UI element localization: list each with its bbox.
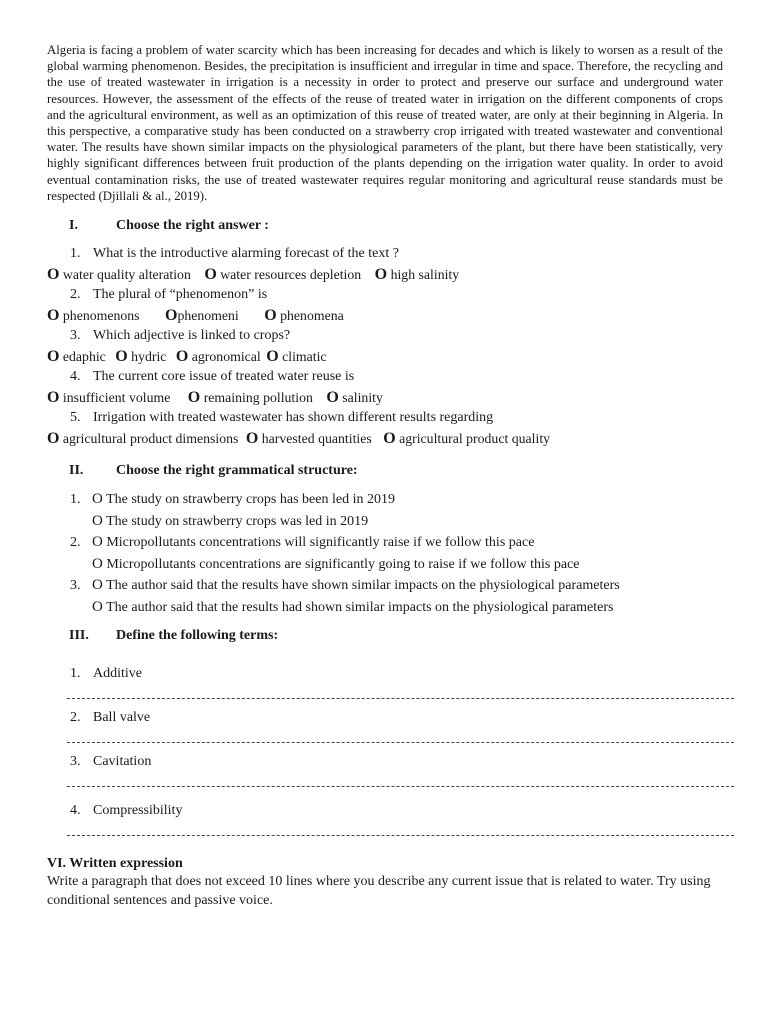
question-number: 4. xyxy=(70,369,81,385)
answer-line-2[interactable] xyxy=(67,728,734,743)
option[interactable] xyxy=(115,346,166,367)
option-label: The study on strawberry crops was led in 2019 xyxy=(106,513,369,529)
section-4-title: VI. Written expression xyxy=(47,856,183,872)
option[interactable] xyxy=(47,305,140,326)
option[interactable] xyxy=(47,346,106,367)
term-label: Compressibility xyxy=(93,803,183,819)
item-number: 1. xyxy=(70,492,81,508)
question-text: The current core issue of treated water reuse is xyxy=(93,369,355,385)
question-5 xyxy=(47,408,723,428)
option-label: phenomenons xyxy=(62,308,140,324)
option-label: climatic xyxy=(282,349,327,365)
question-number: 3. xyxy=(70,328,81,344)
grammar-item-3-a xyxy=(47,575,723,597)
radio-circle-icon[interactable]: O xyxy=(264,307,277,325)
answer-line-4[interactable] xyxy=(67,821,734,836)
radio-circle-icon[interactable]: O xyxy=(47,266,60,284)
question-3 xyxy=(47,326,723,346)
radio-circle-icon[interactable]: O xyxy=(187,389,201,407)
option-label: insufficient volume xyxy=(62,390,171,406)
option-label: phenomena xyxy=(280,308,344,324)
question-text: The plural of “phenomenon” is xyxy=(93,287,268,303)
section-2-title: Choose the right grammatical structure: xyxy=(116,463,358,479)
radio-circle-icon[interactable]: O xyxy=(92,577,103,594)
option-label: phenomeni xyxy=(177,308,239,324)
radio-circle-icon[interactable]: O xyxy=(92,512,103,529)
term-3 xyxy=(47,752,723,772)
question-2 xyxy=(47,285,723,305)
radio-circle-icon[interactable]: O xyxy=(115,348,128,366)
term-number: 2. xyxy=(70,710,81,726)
radio-circle-icon[interactable]: O xyxy=(383,430,396,448)
answer-line-3[interactable] xyxy=(67,772,734,787)
option-label: Micropollutants concentrations are significantly going to raise if we follow this pace xyxy=(106,556,580,572)
radio-circle-icon[interactable]: O xyxy=(47,389,60,407)
radio-circle-icon[interactable]: O xyxy=(374,266,388,284)
term-label: Ball valve xyxy=(93,710,151,726)
option-label: harvested quantities xyxy=(261,431,372,447)
question-1 xyxy=(47,244,723,264)
term-number: 4. xyxy=(70,803,81,819)
term-label: Additive xyxy=(93,666,142,682)
radio-circle-icon[interactable]: O xyxy=(245,430,259,448)
option[interactable] xyxy=(264,305,344,326)
term-1 xyxy=(47,664,723,684)
radio-circle-icon[interactable]: O xyxy=(92,598,103,615)
option-label: Micropollutants concentrations will significantly raise if we follow this pace xyxy=(106,535,535,551)
worksheet-page xyxy=(47,42,723,910)
question-5-options xyxy=(47,428,723,449)
grammar-item-2-b xyxy=(47,554,723,576)
option-label: water resources depletion xyxy=(220,267,362,283)
section-2-number: II. xyxy=(69,463,84,479)
option-label: remaining pollution xyxy=(203,390,313,406)
question-text: What is the introductive alarming forecast of the text ? xyxy=(93,246,399,262)
option-label: hydric xyxy=(131,349,167,365)
term-number: 3. xyxy=(70,754,81,770)
section-2-heading xyxy=(47,463,723,483)
option-label: The study on strawberry crops has been led in 2019 xyxy=(106,492,395,508)
option-label: agricultural product quality xyxy=(399,431,551,447)
grammar-item-3-b xyxy=(47,597,723,619)
option[interactable] xyxy=(176,346,261,367)
option-label: agronomical xyxy=(191,349,261,365)
question-1-options xyxy=(47,264,723,285)
term-4 xyxy=(47,801,723,821)
item-number: 2. xyxy=(70,535,81,551)
question-number: 1. xyxy=(70,246,81,262)
radio-circle-icon[interactable]: O xyxy=(92,534,103,551)
option[interactable] xyxy=(188,387,313,408)
section-1-title: Choose the right answer : xyxy=(116,218,269,234)
grammar-item-1-b xyxy=(47,511,723,533)
radio-circle-icon[interactable]: O xyxy=(92,555,103,572)
radio-circle-icon[interactable]: O xyxy=(165,307,178,325)
term-label: Cavitation xyxy=(93,754,152,770)
question-text: Irrigation with treated wastewater has shown different results regarding xyxy=(93,410,494,426)
written-expression-instructions: Write a paragraph that does not exceed 10 lines where you describe any current issue that is related to water. Try using conditional sentences and passive voice. xyxy=(47,874,711,909)
radio-circle-icon[interactable]: O xyxy=(47,348,60,366)
option-label: water quality alteration xyxy=(62,267,191,283)
radio-circle-icon[interactable]: O xyxy=(204,266,217,284)
question-4 xyxy=(47,367,723,387)
term-2 xyxy=(47,708,723,728)
radio-circle-icon[interactable]: O xyxy=(47,430,60,448)
radio-circle-icon[interactable]: O xyxy=(92,491,103,508)
question-3-options xyxy=(47,346,723,367)
question-number: 5. xyxy=(70,410,81,426)
grammar-item-1-a xyxy=(47,489,723,511)
section-1-number: I. xyxy=(69,218,78,234)
question-number: 2. xyxy=(70,287,81,303)
section-3-heading xyxy=(47,628,723,648)
question-text: Which adjective is linked to crops? xyxy=(93,328,291,344)
option-label: salinity xyxy=(342,390,383,406)
intro-paragraph: Algeria is facing a problem of water scarcity which has been increasing for decades and which is likely to worsen as a result of the global warming phenomenon. Besides, the precipitation is insufficient and irregular in time and space. Therefore, the recycling and the use of treated wastewater in irrigation is a necessity in order to protect and preserve our surface and underground water resources. However, the assessment of the effects of the reuse of treated water in irrigation on the different components of crops and the agricultural environment, as well as an optimization of this reuse of treated water, are only at their beginning in Algeria. In this perspective, a comparative study has been conducted on a strawberry crop irrigated with treated wastewater and conventional water. The results have shown similar impacts on the physiological parameters of the plant, but there have been statistically, very highly significant differences between fruit production of the plants depending on the irrigation water quality. In order to avoid eventual contamination risks, the use of treated wastewater requires regular monitoring and agricultural reuse standards must be respected (Djillali & al., 2019). xyxy=(47,43,723,203)
option[interactable] xyxy=(47,264,191,285)
radio-circle-icon[interactable]: O xyxy=(175,348,189,366)
option-label: edaphic xyxy=(62,349,106,365)
option[interactable] xyxy=(326,387,383,408)
option[interactable] xyxy=(375,264,460,285)
item-number: 3. xyxy=(70,578,81,594)
term-number: 1. xyxy=(70,666,81,682)
option[interactable] xyxy=(47,428,238,449)
option[interactable] xyxy=(47,387,170,408)
grammar-item-2-a xyxy=(47,532,723,554)
option-label: high salinity xyxy=(390,267,460,283)
question-2-options xyxy=(47,305,723,326)
option[interactable] xyxy=(246,428,372,449)
option[interactable] xyxy=(383,428,550,449)
radio-circle-icon[interactable]: O xyxy=(326,389,339,407)
option[interactable] xyxy=(165,305,239,326)
answer-line-1[interactable] xyxy=(67,684,734,699)
radio-circle-icon[interactable]: O xyxy=(47,307,60,325)
radio-circle-icon[interactable]: O xyxy=(266,348,279,366)
question-4-options xyxy=(47,387,723,408)
section-1-heading xyxy=(47,218,723,238)
section-3-number: III. xyxy=(69,628,89,644)
option-label: The author said that the results had shown similar impacts on the physiological parameters xyxy=(106,599,614,615)
section-3-title: Define the following terms: xyxy=(116,628,279,644)
option-label: agricultural product dimensions xyxy=(62,431,239,447)
option[interactable] xyxy=(204,264,361,285)
option[interactable] xyxy=(266,346,326,367)
option-label: The author said that the results have shown similar impacts on the physiological parameters xyxy=(106,578,620,594)
